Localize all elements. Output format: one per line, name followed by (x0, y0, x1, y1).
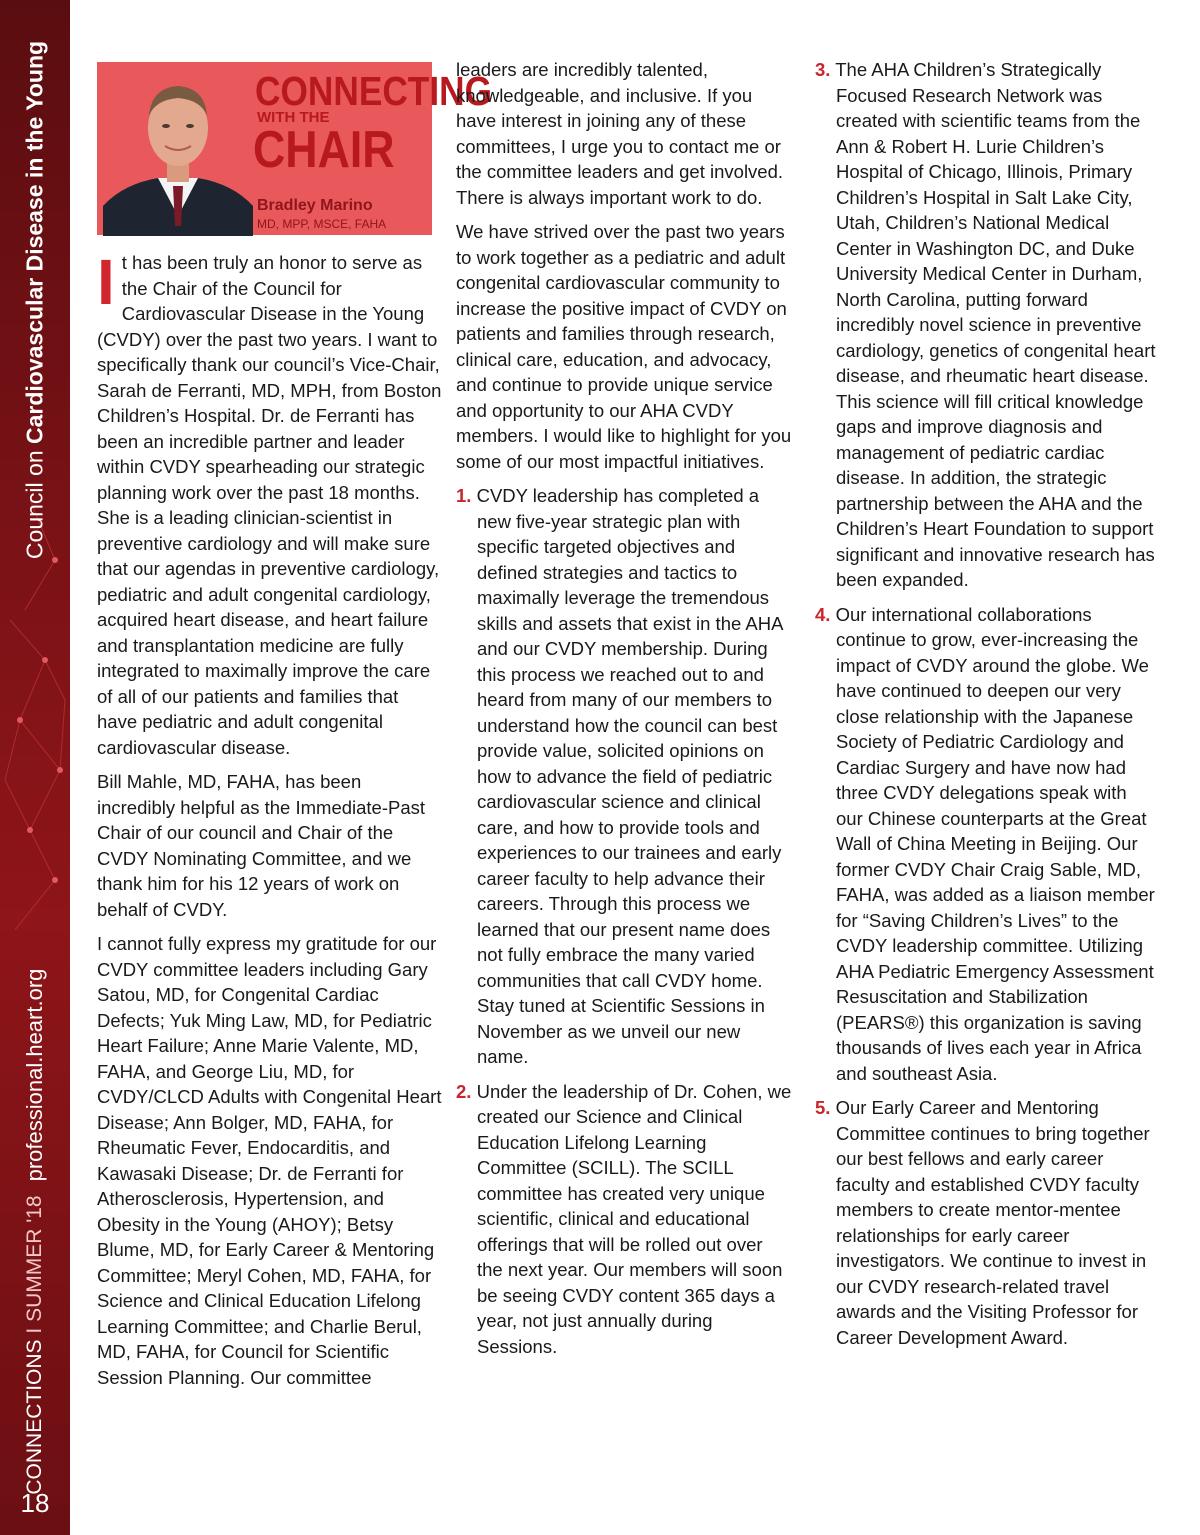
vertical-issue-label: CONNECTIONS I SUMMER '18 (23, 1195, 46, 1495)
page-number: 18 (20, 1488, 50, 1518)
chair-credentials: MD, MPP, MSCE, FAHA (257, 217, 387, 231)
chair-name: Bradley Marino (257, 197, 373, 214)
article-column-1 (97, 246, 442, 1399)
header-connecting-text: CONNECTING (255, 68, 493, 114)
header-chair-text: CHAIR (253, 121, 395, 179)
header-with-the-text: WITH THE (257, 109, 330, 126)
initiative-item-1: 1. CVDY leadership has completed a new five-year strategic plan with specific targeted objectives and defined strategies and tactics to maximally leverage the tremendous skills and assets that exist in the AHA and our CVDY membership. During this process we reached out to and heard from many of our members to understand how the council can best provide value, solicited opinions on how to advance the field of pediatric cardiovascular science and clinical care, and how to provide tools and experiences to our trainees and early career faculty to help advance their careers. Through this process we learned that our present name does not fully embrace the many varied communities that call CVDY home. Stay tuned at Scientific Sessions in November as we unveil our new name. (456, 485, 783, 1067)
initiative-item-5: 5. Our Early Career and Mentoring Committee continues to bring together our best fellows and early career faculty and established CVDY faculty members to create mentor-mentee relationships for early career investigators. We continue to invest in our CVDY research-related travel awards and the Visiting Professor for Career Development Award. (815, 1097, 1150, 1348)
paragraph-committee-leaders: I cannot fully express my gratitude for our CVDY committee leaders including Gary Satou, MD, for Congenital Cardiac Defects; Yuk Ming Law, MD, for Pediatric Heart Failure; Anne Marie Valente, MD, FAHA, and George Liu, MD, for CVDY/CLCD Adults with Congenital Heart Disease; Ann Bolger, MD, FAHA, for Rheumatic Fever, Endocarditis, and Kawasaki Disease; Dr. de Ferranti for Atherosclerosis, Hypertension, and Obesity in the Young (AHOY); Betsy Blume, MD, for Early Career & Mentoring Committee; Meryl Cohen, MD, FAHA, for Science and Clinical Education Lifelong Learning Committee; and Charlie Berul, MD, FAHA, for Council for Scientific Session Planning. Our committee (97, 933, 442, 1388)
article-column-3 (815, 57, 1157, 1359)
connecting-with-the-chair-header (97, 62, 493, 235)
initiative-item-2: 2. Under the leadership of Dr. Cohen, we created our Science and Clinical Education Lifelong Learning Committee (SCILL). The SCILL committee has created very unique scientific, clinical and educational offerings that will be rolled out over the next year. Our members will soon be seeing CVDY content 365 days a year, not just annually during Sessions. (456, 1080, 792, 1357)
paragraph-initiatives-intro: We have strived over the past two years to work together as a pediatric and adult congenital cardiovascular community to increase the positive impact of CVDY on patients and families through research, clinical care, education, and advocacy, and continue to provide unique service and opportunity to our AHA CVDY members. I would like to highlight for you some of our most impactful initiatives. (456, 221, 792, 472)
paragraph-mahle: Bill Mahle, MD, FAHA, has been incredibly helpful as the Immediate-Past Chair of our council and Chair of the CVDY Nominating Committee, and we thank him for his 12 years of work on behalf of CVDY. (97, 771, 426, 920)
initiative-item-4: 4. Our international collaborations continue to grow, ever-increasing the impact of CVDY around the globe. We have continued to deepen our very close relationship with the Japanese Society of Pediatric Cardiology and Cardiac Surgery and have now had three CVDY delegations speak with our Chinese counterparts at the Great Wall of China Meeting in Beijing. Our former CVDY Chair Craig Sable, MD, FAHA, was added as a liaison member for “Saving Children’s Lives” to the CVDY leadership committee. Utilizing AHA Pediatric Emergency Assessment Resuscitation and Stabilization (PEARS®) this organization is saving thousands of lives each year in Africa and southeast Asia. (815, 603, 1155, 1084)
vertical-council-title: Council on Cardiovascular Disease in the Young (21, 40, 48, 560)
initiative-item-3: 3. The AHA Children’s Strategically Focused Research Network was created with scientific teams from the Ann & Robert H. Lurie Children’s Hospital of Chicago, Illinois, Primary Children’s Hospital in Salt Lake City, Utah, Children’s National Medical Center in Washington DC, and Duke University Medical Center in Durham, North Carolina, putting forward incredibly novel science in preventive cardiology, genetics of congenital heart disease, and rheumatic heart disease. This science will fill critical knowledge gaps and improve diagnosis and management of pediatric cardiac disease. In addition, the strategic partnership between the AHA and the Children’s Heart Foundation to support significant and innovative research has been expanded. (815, 59, 1156, 590)
article-column-2 (456, 57, 792, 1368)
paragraph-committee-leaders-continued: leaders are incredibly talented, knowledgeable, and inclusive. If you have interest in joining any of these committees, I urge you to contact me or the committee leaders and get involved. There is always important work to do. (456, 59, 784, 208)
vertical-website-url[interactable]: professional.heart.org (22, 968, 47, 1182)
drop-cap: I (97, 246, 115, 318)
chair-portrait-image (103, 66, 253, 236)
intro-paragraph: It has been truly an honor to serve as the Chair of the Council for Cardiovascular Disease in the Young (CVDY) over the past two years. I want to specifically thank our council’s Vice-Chair, Sarah de Ferranti, MD, MPH, from Boston Children’s Hospital. Dr. de Ferranti has been an incredible partner and leader within CVDY spearheading our strategic planning work over the past 18 months. She is a leading clinician-scientist in preventive cardiology and will make sure that our agendas in preventive cardiology, pediatric and adult congenital cardiology, acquired heart disease, and heart failure and transplantation medicine are fully integrated to maximally improve the care of all of our patients and families that have pediatric and adult congenital cardiovascular disease. (97, 246, 442, 758)
sidebar (0, 0, 70, 1535)
